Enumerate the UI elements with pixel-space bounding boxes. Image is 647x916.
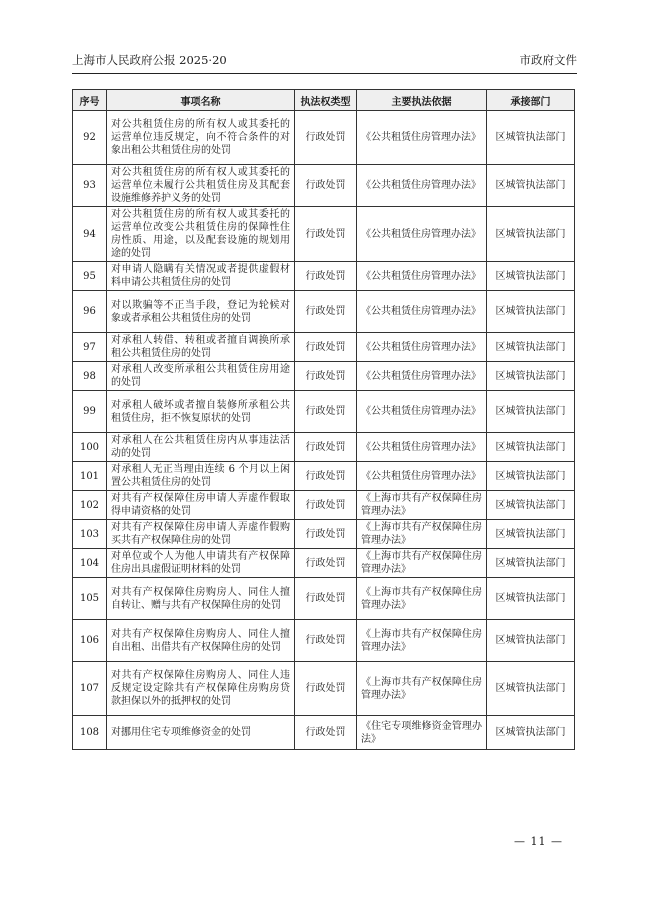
item-name: 对承租人转借、转租或者擅自调换所承租公共租赁住房的处罚 [107,333,295,362]
item-name: 对共有产权保障住房购房人、同住人擅自转让、赠与共有产权保障住房的处罚 [107,578,295,620]
enforcement-type: 行政处罚 [295,433,357,462]
enforcement-type: 行政处罚 [295,333,357,362]
row-number: 102 [73,491,107,520]
page-number: — 11 — [514,835,563,848]
item-name: 对公共租赁住房的所有权人或其委托的运营单位未履行公共租赁住房及其配套设施维修养护义务的处罚 [107,165,295,207]
item-name: 对挪用住宅专项维修资金的处罚 [107,716,295,750]
enforcement-type: 行政处罚 [295,578,357,620]
item-name: 对承租人在公共租赁住房内从事违法活动的处罚 [107,433,295,462]
table-row [73,391,575,433]
department: 区城管执法部门 [487,620,575,662]
table-row [73,491,575,520]
table-row [73,207,575,262]
table-row [73,262,575,291]
enforcement-type: 行政处罚 [295,362,357,391]
table-row [73,433,575,462]
row-number: 96 [73,291,107,333]
department: 区城管执法部门 [487,207,575,262]
table-row [73,578,575,620]
legal-basis: 《公共租赁住房管理办法》 [357,111,487,165]
row-number: 104 [73,549,107,578]
department: 区城管执法部门 [487,520,575,549]
item-name: 对单位或个人为他人申请共有产权保障住房出具虚假证明材料的处罚 [107,549,295,578]
row-number: 105 [73,578,107,620]
legal-basis: 《公共租赁住房管理办法》 [357,165,487,207]
item-name: 对承租人无正当理由连续 6 个月以上闲置公共租赁住房的处罚 [107,462,295,491]
col-header-basis: 主要执法依据 [357,90,487,111]
enforcement-type: 行政处罚 [295,620,357,662]
item-name: 对共有产权保障住房申请人弄虚作假取得申请资格的处罚 [107,491,295,520]
department: 区城管执法部门 [487,291,575,333]
col-header-no: 序号 [73,90,107,111]
legal-basis: 《上海市共有产权保障住房管理办法》 [357,491,487,520]
enforcement-type: 行政处罚 [295,262,357,291]
col-header-dept: 承接部门 [487,90,575,111]
department: 区城管执法部门 [487,491,575,520]
table-row [73,662,575,716]
enforcement-type: 行政处罚 [295,462,357,491]
item-name: 对共有产权保障住房申请人弄虚作假购买共有产权保障住房的处罚 [107,520,295,549]
department: 区城管执法部门 [487,662,575,716]
table-row [73,549,575,578]
item-name: 对公共租赁住房的所有权人或其委托的运营单位违反规定，向不符合条件的对象出租公共租赁住房的处罚 [107,111,295,165]
department: 区城管执法部门 [487,165,575,207]
row-number: 108 [73,716,107,750]
department: 区城管执法部门 [487,578,575,620]
enforcement-type: 行政处罚 [295,549,357,578]
department: 区城管执法部门 [487,262,575,291]
legal-basis: 《上海市共有产权保障住房管理办法》 [357,662,487,716]
item-name: 对以欺骗等不正当手段，登记为轮候对象或者承租公共租赁住房的处罚 [107,291,295,333]
row-number: 106 [73,620,107,662]
row-number: 98 [73,362,107,391]
table-row [73,362,575,391]
department: 区城管执法部门 [487,462,575,491]
legal-basis: 《公共租赁住房管理办法》 [357,462,487,491]
col-header-name: 事项名称 [107,90,295,111]
department: 区城管执法部门 [487,391,575,433]
item-name: 对承租人改变所承租公共租赁住房用途的处罚 [107,362,295,391]
item-name: 对申请人隐瞒有关情况或者提供虚假材料申请公共租赁住房的处罚 [107,262,295,291]
enforcement-type: 行政处罚 [295,520,357,549]
item-name: 对共有产权保障住房购房人、同住人擅自出租、出借共有产权保障住房的处罚 [107,620,295,662]
table-row [73,520,575,549]
row-number: 107 [73,662,107,716]
department: 区城管执法部门 [487,333,575,362]
enforcement-type: 行政处罚 [295,716,357,750]
row-number: 103 [73,520,107,549]
enforcement-type: 行政处罚 [295,391,357,433]
enforcement-type: 行政处罚 [295,491,357,520]
item-name: 对承租人破坏或者擅自装修所承租公共租赁住房，拒不恢复原状的处罚 [107,391,295,433]
row-number: 94 [73,207,107,262]
table-row [73,716,575,750]
legal-basis: 《公共租赁住房管理办法》 [357,391,487,433]
enforcement-type: 行政处罚 [295,165,357,207]
legal-basis: 《公共租赁住房管理办法》 [357,291,487,333]
legal-basis: 《公共租赁住房管理办法》 [357,362,487,391]
legal-basis: 《上海市共有产权保障住房管理办法》 [357,520,487,549]
row-number: 101 [73,462,107,491]
legal-basis: 《公共租赁住房管理办法》 [357,262,487,291]
enforcement-type: 行政处罚 [295,662,357,716]
department: 区城管执法部门 [487,362,575,391]
item-name: 对公共租赁住房的所有权人或其委托的运营单位改变公共租赁住房的保障性住房性质、用途，以及配套设施的规划用途的处罚 [107,207,295,262]
item-name: 对共有产权保障住房购房人、同住人违反规定设定除共有产权保障住房购房贷款担保以外的抵押权的处罚 [107,662,295,716]
row-number: 93 [73,165,107,207]
table-row [73,111,575,165]
page-header [72,50,577,68]
legal-basis: 《住宅专项维修资金管理办法》 [357,716,487,750]
table-row [73,291,575,333]
enforcement-type: 行政处罚 [295,207,357,262]
department: 区城管执法部门 [487,716,575,750]
row-number: 95 [73,262,107,291]
legal-basis: 《上海市共有产权保障住房管理办法》 [357,578,487,620]
enforcement-type: 行政处罚 [295,291,357,333]
header-divider [72,73,577,74]
legal-basis: 《公共租赁住房管理办法》 [357,207,487,262]
row-number: 99 [73,391,107,433]
legal-basis: 《公共租赁住房管理办法》 [357,333,487,362]
department: 区城管执法部门 [487,111,575,165]
table-row [73,462,575,491]
table-row [73,333,575,362]
legal-basis: 《上海市共有产权保障住房管理办法》 [357,620,487,662]
table-row [73,620,575,662]
enforcement-type: 行政处罚 [295,111,357,165]
legal-basis: 《公共租赁住房管理办法》 [357,433,487,462]
table-row [73,165,575,207]
row-number: 97 [73,333,107,362]
department: 区城管执法部门 [487,549,575,578]
table-header-row [73,90,575,111]
col-header-type: 执法权类型 [295,90,357,111]
publication-title: 上海市人民政府公报 2025·20 [72,53,227,67]
legal-basis: 《上海市共有产权保障住房管理办法》 [357,549,487,578]
section-title: 市政府文件 [519,53,577,67]
department: 区城管执法部门 [487,433,575,462]
enforcement-table [72,89,575,750]
row-number: 100 [73,433,107,462]
row-number: 92 [73,111,107,165]
